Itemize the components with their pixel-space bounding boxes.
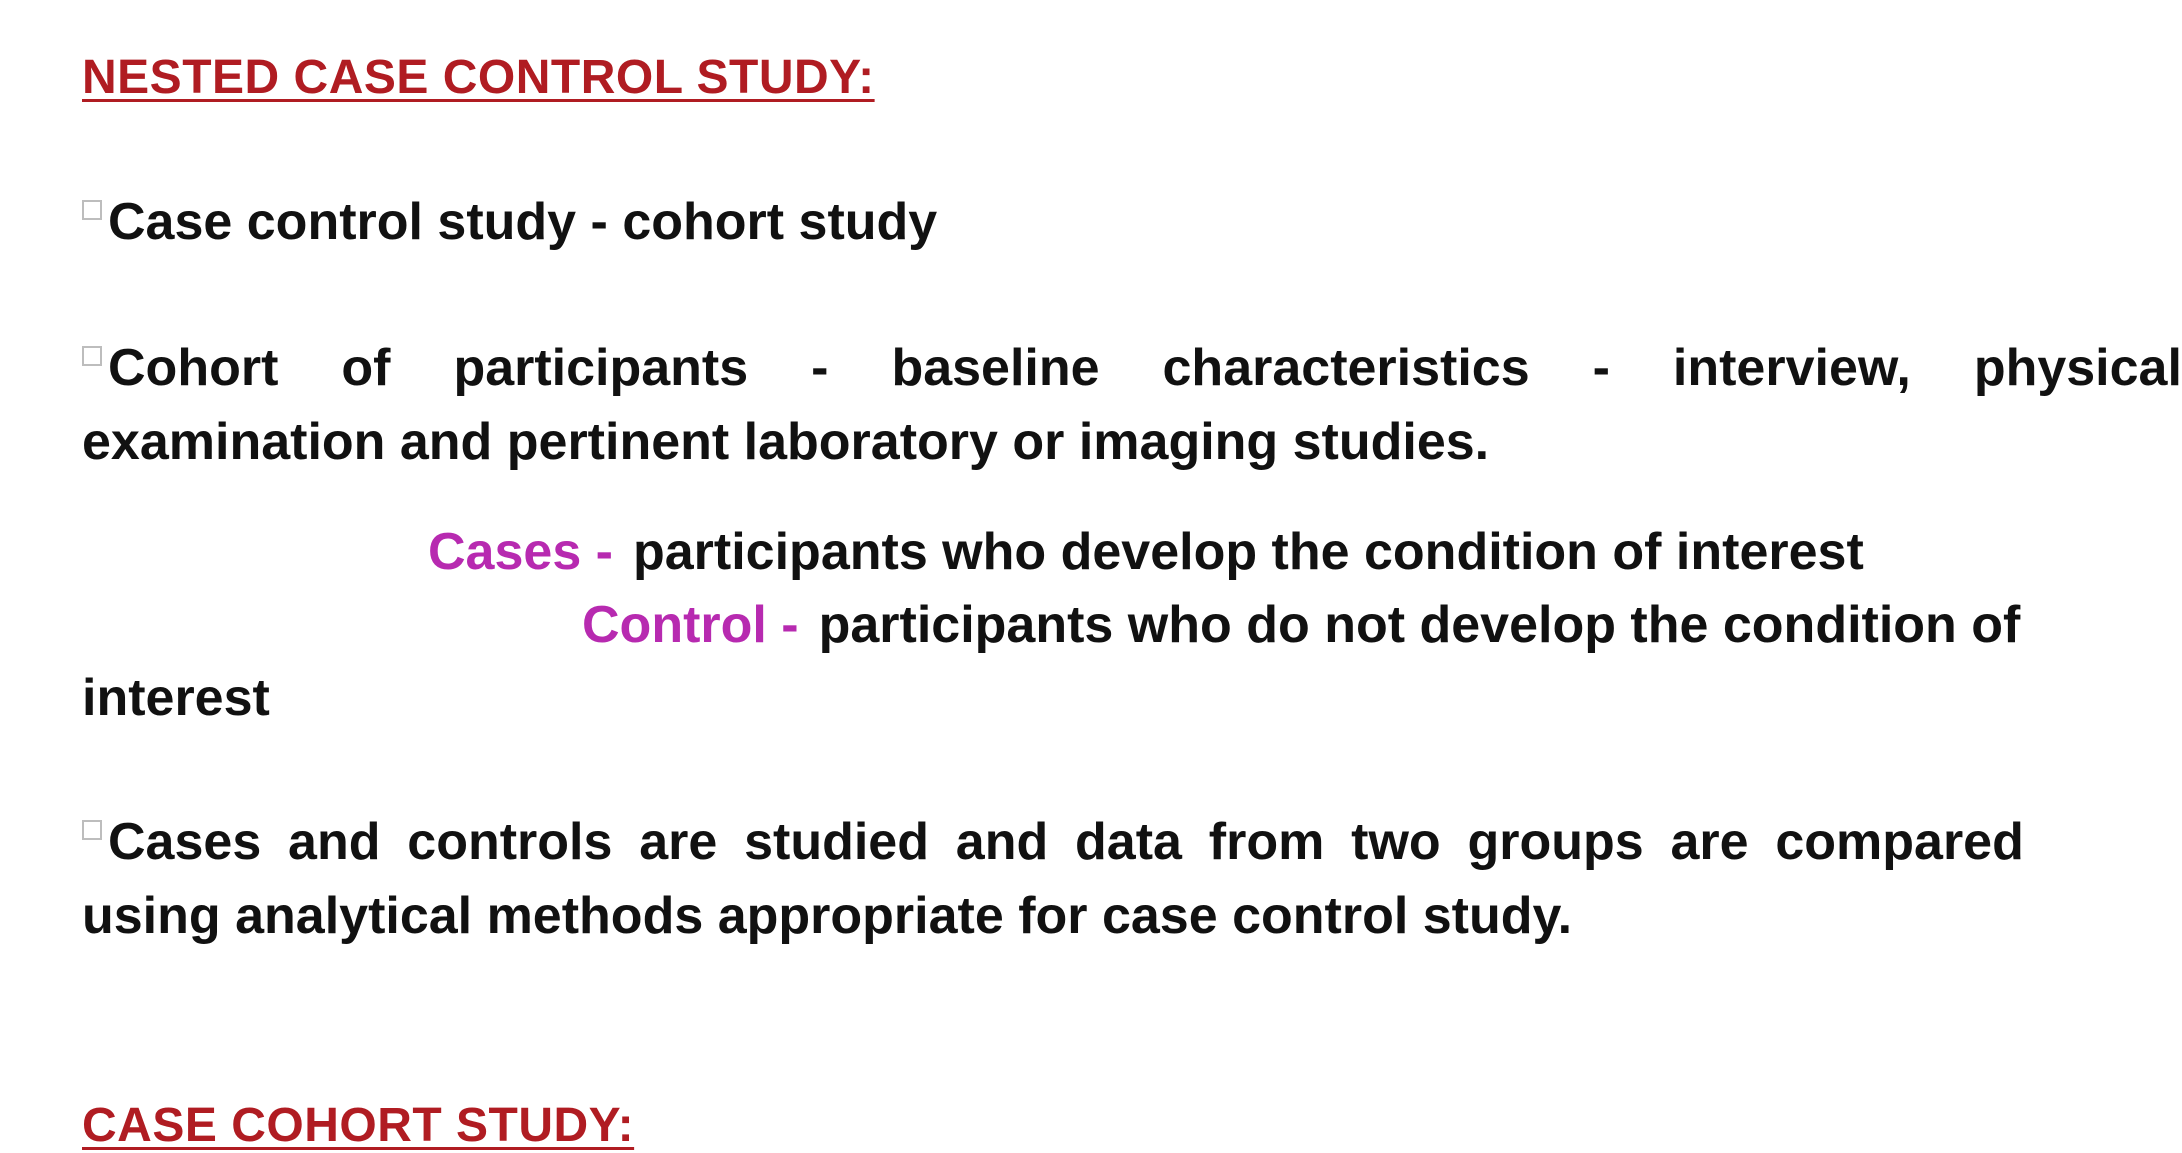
bullet-3-word: controls: [407, 813, 613, 871]
bullet-cohort-participants-line2: examination and pertinent laboratory or imaging studies.: [82, 413, 1490, 471]
control-continuation: interest: [82, 669, 270, 727]
bullet-1-text: Case control study - cohort study: [108, 193, 938, 251]
control-text: participants who do not develop the condition of: [818, 596, 2021, 654]
bullet-3-word: studied: [744, 813, 929, 871]
heading-nested-case-control: NESTED CASE CONTROL STUDY:: [82, 51, 875, 104]
cases-term: Cases -: [428, 523, 613, 581]
control-term: Control -: [582, 596, 799, 654]
bullet-2-word: physical: [1973, 339, 2182, 397]
bullet-3-word: compared: [1775, 813, 2024, 871]
bullet-3-word: are: [639, 813, 718, 871]
bullet-square-icon: [82, 346, 102, 366]
bullet-2-word: -: [811, 339, 829, 397]
bullet-2-word: of: [341, 339, 391, 397]
cases-definition: [428, 522, 1864, 582]
bullet-cases-controls-line2: using analytical methods appropriate for case control study.: [82, 887, 1573, 945]
bullet-3-word: from: [1208, 813, 1325, 871]
bullet-3-word: data: [1075, 813, 1182, 871]
bullet-2-first-word: Cohort: [82, 338, 278, 398]
bullet-square-icon: [82, 200, 102, 220]
bullet-case-control-cohort: [82, 192, 937, 252]
bullet-cohort-participants-line1: [82, 338, 2182, 398]
bullet-3-word: are: [1670, 813, 1749, 871]
bullet-2-word: baseline: [891, 339, 1100, 397]
bullet-cases-controls-line1: [82, 812, 2024, 872]
control-definition: [582, 595, 2020, 655]
bullet-3-word: and: [288, 813, 381, 871]
bullet-3-first-word: Cases: [82, 812, 261, 872]
bullet-2-word: characteristics: [1162, 339, 1530, 397]
bullet-2-word: participants: [453, 339, 749, 397]
bullet-2-word: interview,: [1672, 339, 1911, 397]
bullet-square-icon: [82, 820, 102, 840]
bullet-3-word: groups: [1467, 813, 1644, 871]
bullet-3-word: two: [1351, 813, 1441, 871]
bullet-2-word: -: [1592, 339, 1610, 397]
bullet-3-word: and: [955, 813, 1049, 871]
cases-text: participants who develop the condition of interest: [633, 523, 1864, 581]
heading-case-cohort: CASE COHORT STUDY:: [82, 1099, 635, 1152]
